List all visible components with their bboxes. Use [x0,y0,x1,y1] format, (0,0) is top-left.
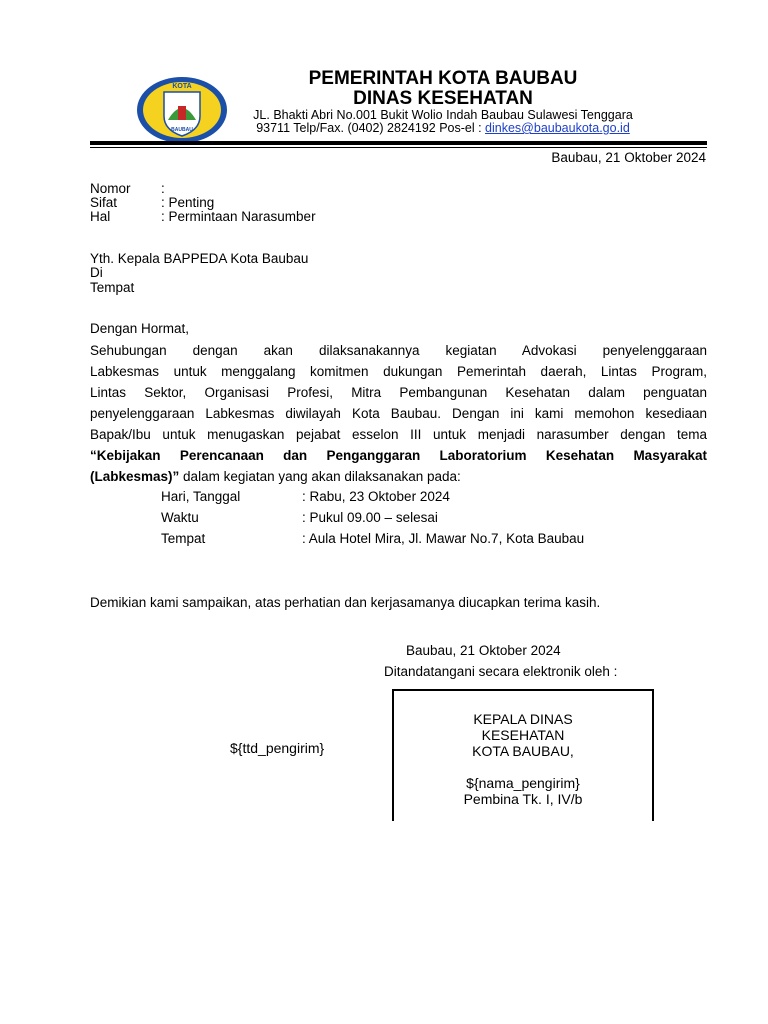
header-rule-thin [90,147,707,148]
theme-tail: dalam kegiatan yang akan dilaksanakan pada: [179,469,461,484]
email-link[interactable]: dinkes@baubaukota.go.id [485,121,630,135]
schedule-label-time: Waktu [161,510,199,525]
meta-label-nomor: Nomor [90,181,131,196]
schedule-value-time: : Pukul 09.00 – selesai [302,510,438,525]
header-contact [230,121,656,135]
header-department: DINAS KESEHATAN [353,88,533,109]
signature-title-line1: KEPALA DINAS [473,711,573,727]
signature-box [392,689,654,821]
signature-place-date: Baubau, 21 Oktober 2024 [406,643,561,658]
body-line: Lintas Sektor, Organisasi Profesi, Mitra Pembangunan Kesehatan dalam penguatan [90,385,707,400]
body-line: Sehubungan dengan akan dilaksanakannya kegiatan Advokasi penyelenggaraan [90,343,707,358]
header-address: JL. Bhakti Abri No.001 Bukit Wolio Indah Baubau Sulawesi Tenggara [253,108,633,122]
signature-signed-by: Ditandatangani secara elektronik oleh : [384,664,618,679]
header-rule-thick [90,141,707,145]
meta-label-hal: Hal [90,209,111,224]
header-government: PEMERINTAH KOTA BAUBAU [308,68,578,89]
body-paragraph [90,340,707,487]
letter-date: Baubau, 21 Oktober 2024 [551,150,706,165]
addressee-line: Tempat [90,280,135,295]
meta-value-hal: : Permintaan Narasumber [161,209,316,224]
schedule-label-day: Hari, Tanggal [161,489,241,504]
theme-line2 [90,466,707,487]
baubau-city-logo [136,76,228,144]
header-contact-text: 93711 Telp/Fax. (0402) 2824192 Pos-el : [256,121,486,135]
schedule-label-place: Tempat [161,531,206,546]
body-line: Bapak/Ibu untuk menugaskan pejabat esselon III untuk menjadi narasumber dengan tema [90,427,707,442]
greeting: Dengan Hormat, [90,321,190,336]
meta-value-sifat: : Penting [161,195,215,210]
schedule-value-place: : Aula Hotel Mira, Jl. Mawar No.7, Kota Baubau [302,531,585,546]
theme-title-line2: (Labkesmas)” [90,469,180,484]
signature-rank: Pembina Tk. I, IV/b [463,791,583,807]
logo-bottom-text: BAUBAU [171,127,193,133]
meta-label-sifat: Sifat [90,195,118,210]
logo-top-text: KOTA [172,83,192,90]
signature-title-line3: KOTA BAUBAU, [472,743,574,759]
body-line: Labkesmas untuk menggalang komitmen dukungan Pemerintah daerah, Lintas Program, [90,364,707,379]
body-line: penyelenggaraan Labkesmas diwilayah Kota Baubau. Dengan ini kami memohon kesediaan [90,406,707,421]
closing-text: Demikian kami sampaikan, atas perhatian dan kerjasamanya diucapkan terima kasih. [90,595,601,610]
signature-placeholder: ${ttd_pengirim} [230,740,325,756]
addressee-line: Di [90,265,103,280]
signature-title-line2: KESEHATAN [481,727,565,743]
signature-name: ${nama_pengirim} [466,775,580,791]
meta-value-nomor: : [161,181,165,196]
addressee-line: Yth. Kepala BAPPEDA Kota Baubau [90,251,309,266]
schedule-value-day: : Rabu, 23 Oktober 2024 [302,489,450,504]
theme-title-line1: “Kebijakan Perencanaan dan Penganggaran Laboratorium Kesehatan Masyarakat [90,448,707,463]
